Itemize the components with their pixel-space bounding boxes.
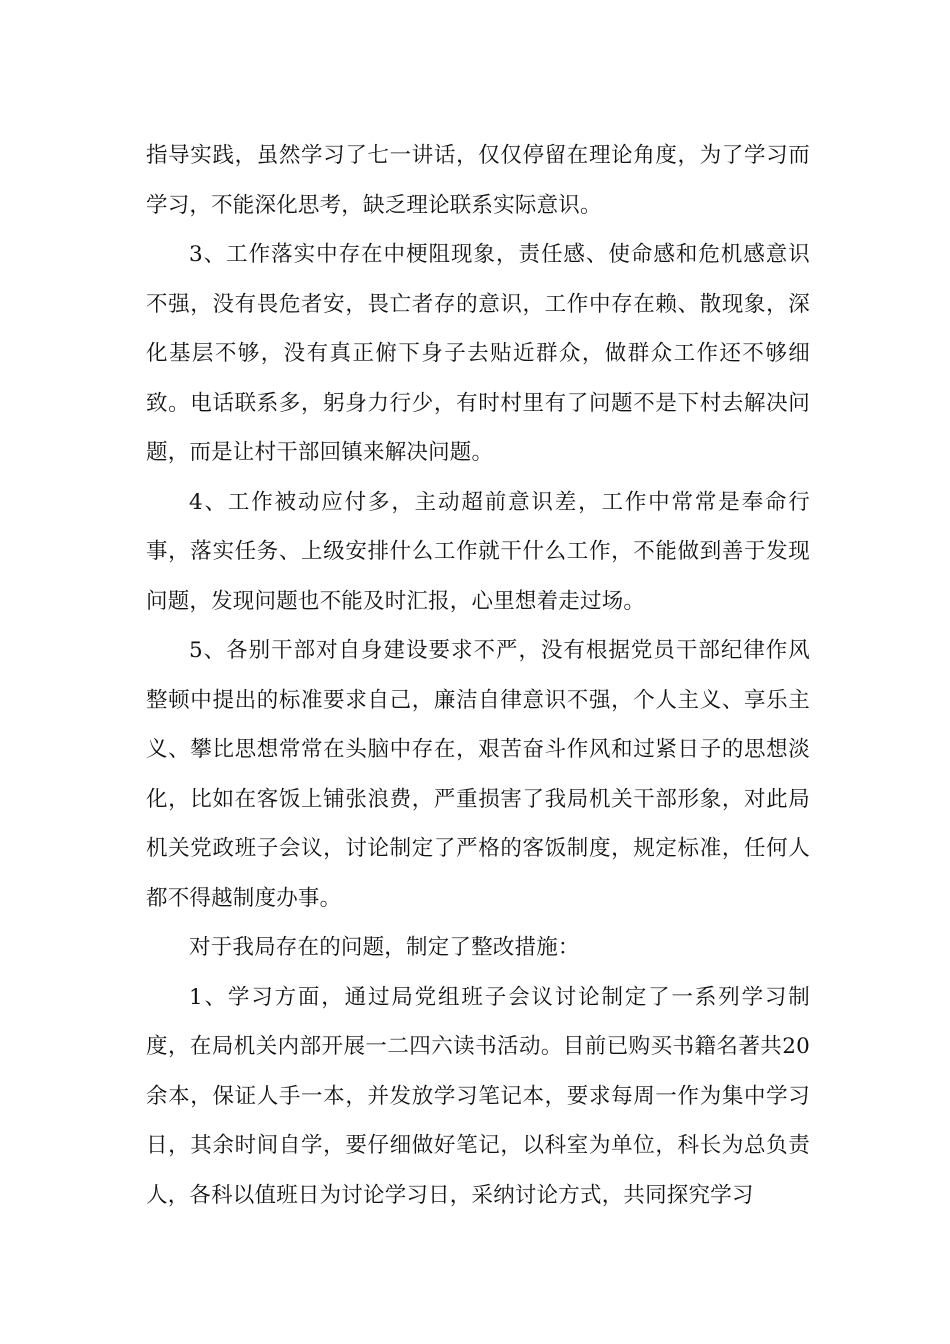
paragraph-item-3: 3、工作落实中存在中梗阻现象，责任感、使命感和危机感意识不强，没有畏危者安，畏亡者存的意识，工作中存在赖、散现象，深化基层不够，没有真正俯下身子去贴近群众，做群众工作还不够细致。电话联系多，躬身力行少，有时村里有了问题不是下村去解决问题，而是让村干部回镇来解决问题。 [146,242,810,465]
paragraph-measures-intro: 对于我局存在的问题，制定了整改措施： [189,935,580,960]
paragraph-item-5: 5、各别干部对自身建设要求不严，没有根据党员干部纪律作风整顿中提出的标准要求自己，廉洁自律意识不强，个人主义、享乐主义、攀比思想常常在头脑中存在，艰苦奋斗作风和过紧日子的思想淡化，比如在客饭上铺张浪费，严重损害了我局机关干部形象，对此局机关党政班子会议，讨论制定了严格的客饭制度，规定标准，任何人都不得越制度办事。 [146,638,810,911]
document-body [146,131,810,1220]
paragraph-measure-1: 1、学习方面，通过局党组班子会议讨论制定了一系列学习制度，在局机关内部开展一二四六读书活动。目前已购买书籍名著共20余本，保证人手一本，并发放学习笔记本，要求每周一作为集中学习日，其余时间自学，要仔细做好笔记，以科室为单位，科长为总负责人，各科以值班日为讨论学习日，采纳讨论方式，共同探究学习 [146,984,810,1208]
paragraph-item-4: 4、工作被动应付多，主动超前意识差，工作中常常是奉命行事，落实任务、上级安排什么工作就干什么工作，不能做到善于发现问题，发现问题也不能及时汇报，心里想着走过场。 [146,489,810,614]
paragraph-continuation: 指导实践，虽然学习了七一讲话，仅仅停留在理论角度，为了学习而学习，不能深化思考，缺乏理论联系实际意识。 [146,143,810,218]
